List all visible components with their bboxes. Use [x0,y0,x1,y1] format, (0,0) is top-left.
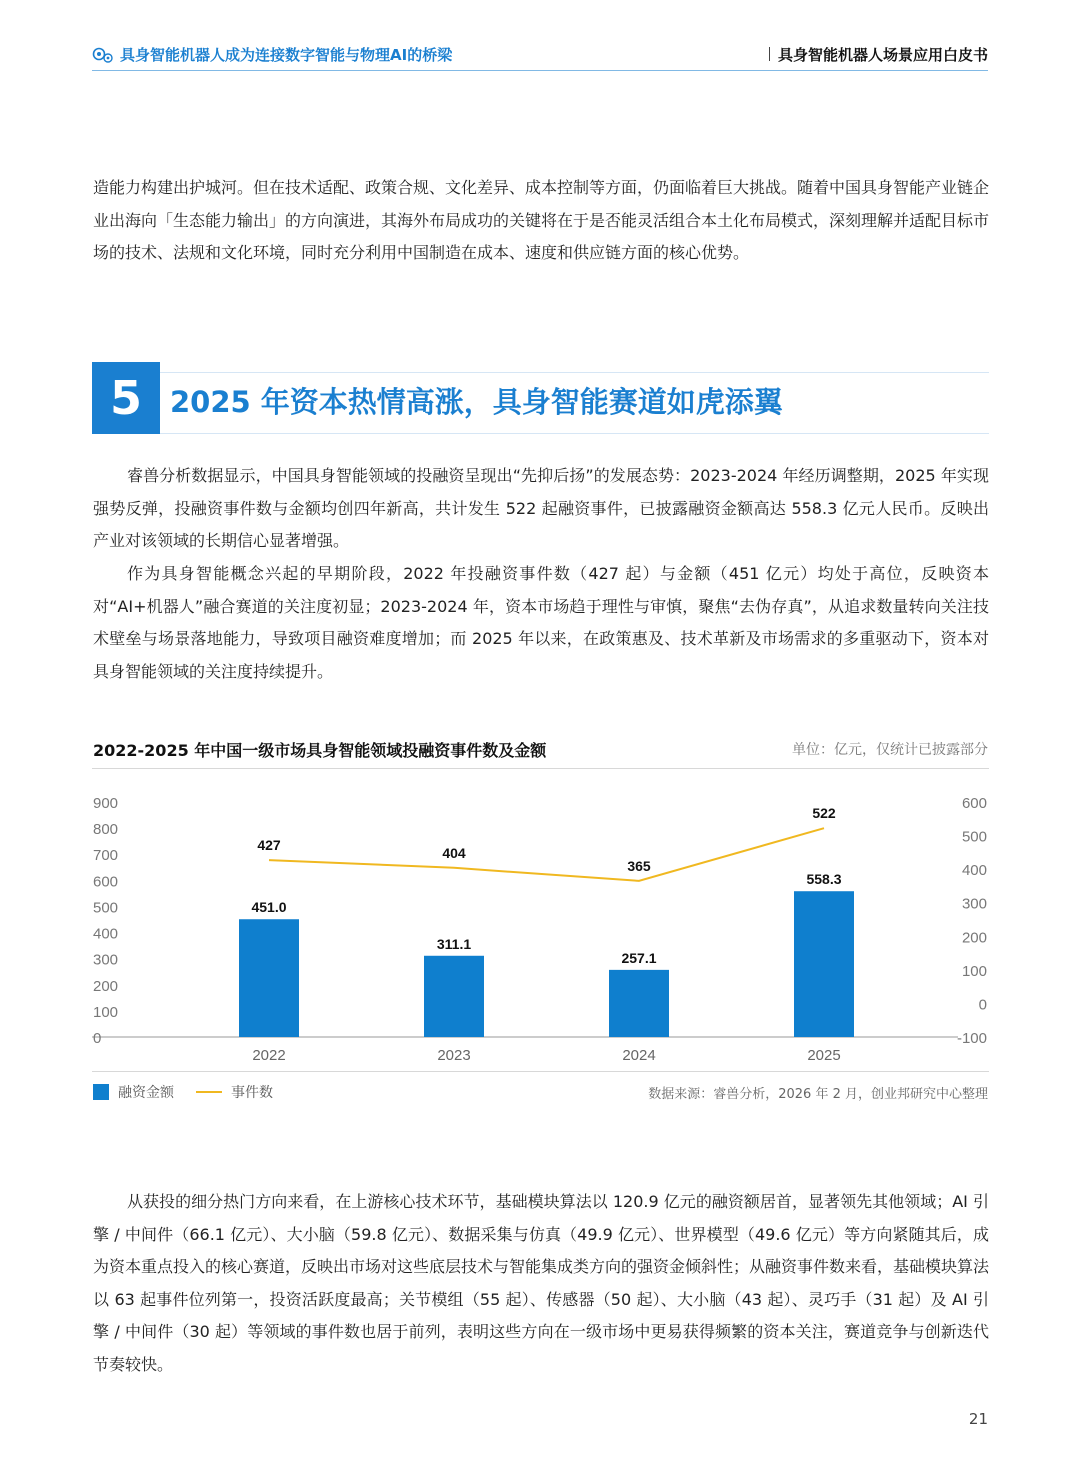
chart-unit-note: 单位：亿元，仅统计已披露部分 [792,742,988,758]
chart-title: 2022-2025 年中国一级市场具身智能领域投融资事件数及金额 [93,741,547,760]
y-left-tick-label: 600 [93,873,119,891]
bar-value-label: 257.1 [621,949,657,966]
bar-2024 [609,970,669,1037]
bar-value-label: 311.1 [436,935,472,952]
y-left-tick-label: 800 [93,821,119,839]
section-rule-bottom [160,433,989,434]
header-document-title: 具身智能机器人场景应用白皮书 [769,44,988,65]
y-left-tick-label: 300 [93,951,119,969]
page-header [92,40,988,70]
y-right-tick-label: 200 [961,929,987,947]
legend-line-swatch [196,1091,222,1093]
section-heading [92,362,989,434]
header-chapter-title: 具身智能机器人成为连接数字智能与物理AI的桥梁 [120,46,453,64]
y-right-tick-label: 100 [961,962,987,980]
y-left-tick-label: 700 [93,847,119,865]
legend-bar-swatch [93,1084,109,1100]
chart-bottom-divider [92,1071,989,1072]
bar-2025 [794,891,854,1037]
chart-legend [93,1082,273,1102]
line-value-label: 427 [257,837,281,854]
y-right-tick-label: 0 [978,996,987,1014]
y-right-tick-label: 600 [961,795,987,812]
paragraph-1: 睿兽分析数据显示，中国具身智能领域的投融资呈现出“先抑后扬”的发展态势：2023-2024 年经历调整期，2025 年实现强势反弹，投融资事件数与金额均创四年新高，共计发生 522 起融资事件，已披露融资金额高达 558.3 亿元人民币。反映出产业对该领域的长期信心显著增强。 [93,466,989,551]
section-number: 5 [92,362,160,434]
line-value-label: 365 [627,857,651,874]
y-left-tick-label: 200 [93,977,119,995]
paragraph-3: 从获投的细分热门方向来看，在上游核心技术环节，基础模块算法以 120.9 亿元的融资额居首，显著领先其他领域；AI 引擎 / 中间件（66.1 亿元）、大小脑（59.8 亿元）、数据采集与仿真（49.9 亿元）、世界模型（49.6 亿元）等方向紧随其后，成为资本重点投入的核心赛道，反映出市场对这些底层技术与智能集成类方向的强资金倾斜性；从融资事件数来看，基础模块算法以 63 起事件位列第一，投资活跃度最高；关节模组（55 起）、传感器（50 起）、大小脑（43 起）、灵巧手（31 起）及 AI 引擎 / 中间件（30 起）等领域的事件数也居于前列，表明这些方向在一级市场中更易获得频繁的资本关注，赛道竞争与创新迭代节奏较快。 [93,1192,990,1374]
y-left-tick-label: 500 [93,899,119,917]
section-rule-top [160,372,989,373]
bar-2023 [424,956,484,1037]
x-tick-label: 2024 [622,1047,656,1064]
line-value-label: 404 [442,844,466,861]
bar-value-label: 558.3 [806,871,842,888]
paragraph-intro: 造能力构建出护城河。但在技术适配、政策合规、文化差异、成本控制等方面，仍面临着巨大挑战。随着中国具身智能产业链企业出海向「生态能力输出」的方向演进，其海外布局成功的关键将在于是否能灵活组合本土化布局模式，深刻理解并适配目标市场的技术、法规和文化环境，同时充分利用中国制造在成本、速度和供应链方面的核心优势。 [93,178,990,263]
events-line [269,828,824,881]
y-right-tick-label: 400 [961,862,987,880]
bar-2022 [239,919,299,1037]
header-divider [92,70,988,71]
y-right-tick-label: 300 [961,895,987,913]
chart-source: 数据来源：睿兽分析，2026 年 2 月，创业邦研究中心整理 [648,1087,988,1102]
paragraph-2: 作为具身智能概念兴起的早期阶段，2022 年投融资事件数（427 起）与金额（451 亿元）均处于高位，反映资本对“AI+机器人”融合赛道的关注度初显；2023-2024 年，资本市场趋于理性与审慎，聚焦“去伪存真”，从追求数量转向关注技术壁垒与场景落地能力，导致项目融资难度增加；而 2025 年以来，在政策惠及、技术革新及市场需求的多重驱动下，资本对具身智能领域的关注度持续提升。 [93,564,989,681]
bar-value-label: 451.0 [251,899,287,916]
funding-chart [0,780,1080,1070]
y-left-tick-label: 0 [93,1030,102,1047]
y-left-tick-label: 900 [93,795,119,812]
line-value-label: 522 [812,805,836,822]
legend-line-label: 事件数 [231,1085,273,1101]
x-tick-label: 2023 [437,1047,471,1064]
y-right-tick-label: 500 [961,828,987,846]
x-tick-label: 2025 [807,1047,841,1064]
y-right-tick-label: -100 [956,1030,987,1047]
x-tick-label: 2022 [252,1047,286,1064]
y-left-tick-label: 400 [93,925,119,943]
page-number: 21 [968,1410,988,1428]
legend-bar-label: 融资金额 [118,1085,174,1101]
header-left [92,44,452,65]
chart-top-divider [92,768,989,769]
section-title: 2025 年资本热情高涨，具身智能赛道如虎添翼 [170,385,783,419]
y-left-tick-label: 100 [93,1003,119,1021]
gears-icon [92,46,114,64]
